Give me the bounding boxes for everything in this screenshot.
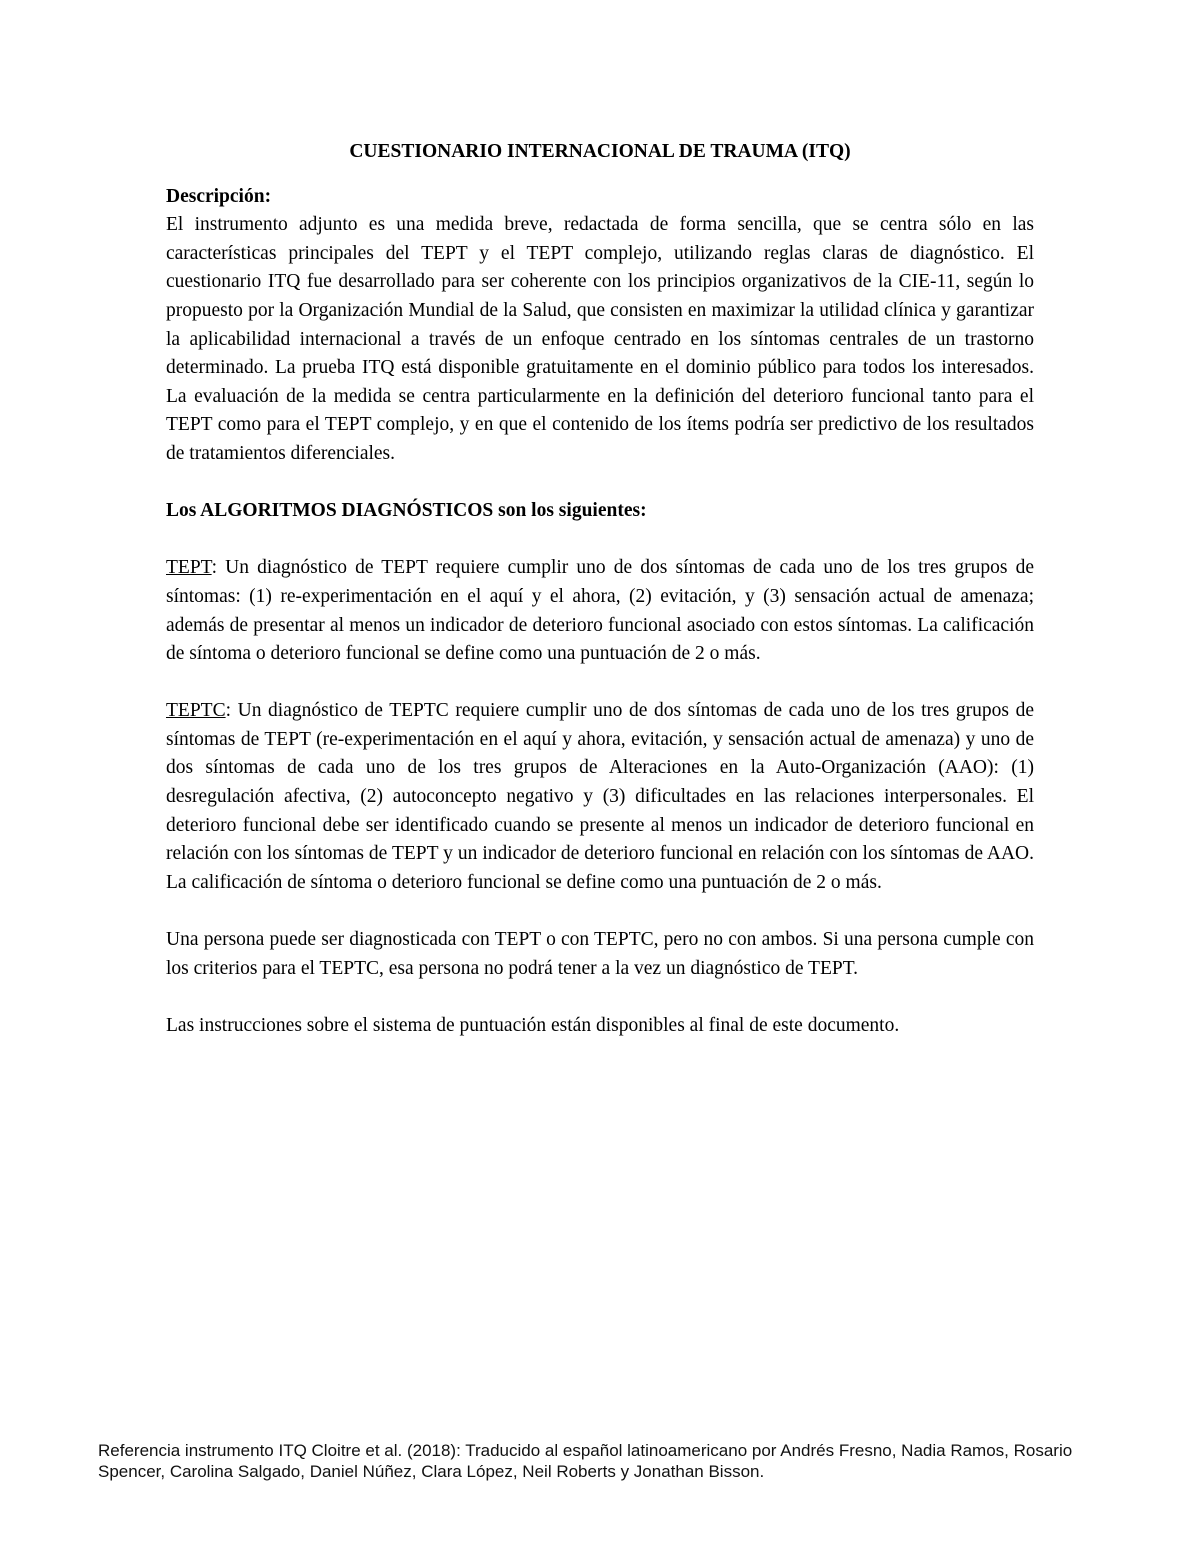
- instructions-paragraph: Las instrucciones sobre el sistema de puntuación están disponibles al final de este documento.: [166, 1014, 900, 1036]
- document-title: CUESTIONARIO INTERNACIONAL DE TRAUMA (ITQ): [349, 141, 851, 162]
- reference-footer: Referencia instrumento ITQ Cloitre et al. (2018): Traducido al español latinoamericano por Andrés Fresno, Nadia Ramos, Rosario Spencer, Carolina Salgado, Daniel Núñez, Clara López, Neil Roberts y Jonathan Bisson.: [98, 1441, 1073, 1481]
- description-paragraph: El instrumento adjunto es una medida breve, redactada de forma sencilla, que se centra sólo en las características principales del TEPT y el TEPT complejo, utilizando reglas claras de diagnóstico. El cuestionario ITQ fue desarrollado para ser coherente con los principios organizativos de la CIE-11, según lo propuesto por la Organización Mundial de la Salud, que consisten en maximizar la utilidad clínica y garantizar la aplicabilidad internacional a través de un enfoque centrado en los síntomas centrales de un trastorno determinado. La prueba ITQ está disponible gratuitamente en el dominio público para todos los interesados. La evaluación de la medida se centra particularmente en la definición del deterioro funcional tanto para el TEPT como para el TEPT complejo, y en que el contenido de los ítems podría ser predictivo de los resultados de tratamientos diferenciales.: [166, 214, 1034, 464]
- tept-paragraph: [166, 554, 1034, 668]
- algorithms-heading: Los ALGORITMOS DIAGNÓSTICOS son los siguientes:: [166, 500, 647, 522]
- teptc-paragraph: [166, 697, 1034, 897]
- description-label: Descripción:: [166, 185, 272, 207]
- exclusivity-paragraph: Una persona puede ser diagnosticada con TEPT o con TEPTC, pero no con ambos. Si una persona cumple con los criterios para el TEPTC, esa persona no podrá tener a la vez un diagnóstico de TEPT.: [166, 929, 1034, 979]
- tept-label: TEPT: [166, 557, 212, 579]
- teptc-label: TEPTC: [166, 700, 226, 722]
- tept-text: : Un diagnóstico de TEPT requiere cumplir uno de dos síntomas de cada uno de los tres grupos de síntomas: (1) re-experimentación en el aquí y el ahora, (2) evitación, y (3) sensación actual de amenaza; además de presentar al menos un indicador de deterioro funcional asociado con estos síntomas. La calificación de síntoma o deterioro funcional se define como una puntuación de 2 o más.: [166, 557, 1034, 665]
- document-body: [166, 138, 1034, 1040]
- teptc-text: : Un diagnóstico de TEPTC requiere cumplir uno de dos síntomas de cada uno de los tres grupos de síntomas de TEPT (re-experimentación en el aquí y ahora, evitación, y sensación actual de amenaza) y uno de dos síntomas de cada uno de los tres grupos de Alteraciones en la Auto-Organización (AAO): (1) desregulación afectiva, (2) autoconcepto negativo y (3) dificultades en las relaciones interpersonales. El deterioro funcional debe ser identificado cuando se presente al menos un indicador de deterioro funcional en relación con los síntomas de TEPT y un indicador de deterioro funcional en relación con los síntomas de AAO. La calificación de síntoma o deterioro funcional se define como una puntuación de 2 o más.: [166, 700, 1034, 893]
